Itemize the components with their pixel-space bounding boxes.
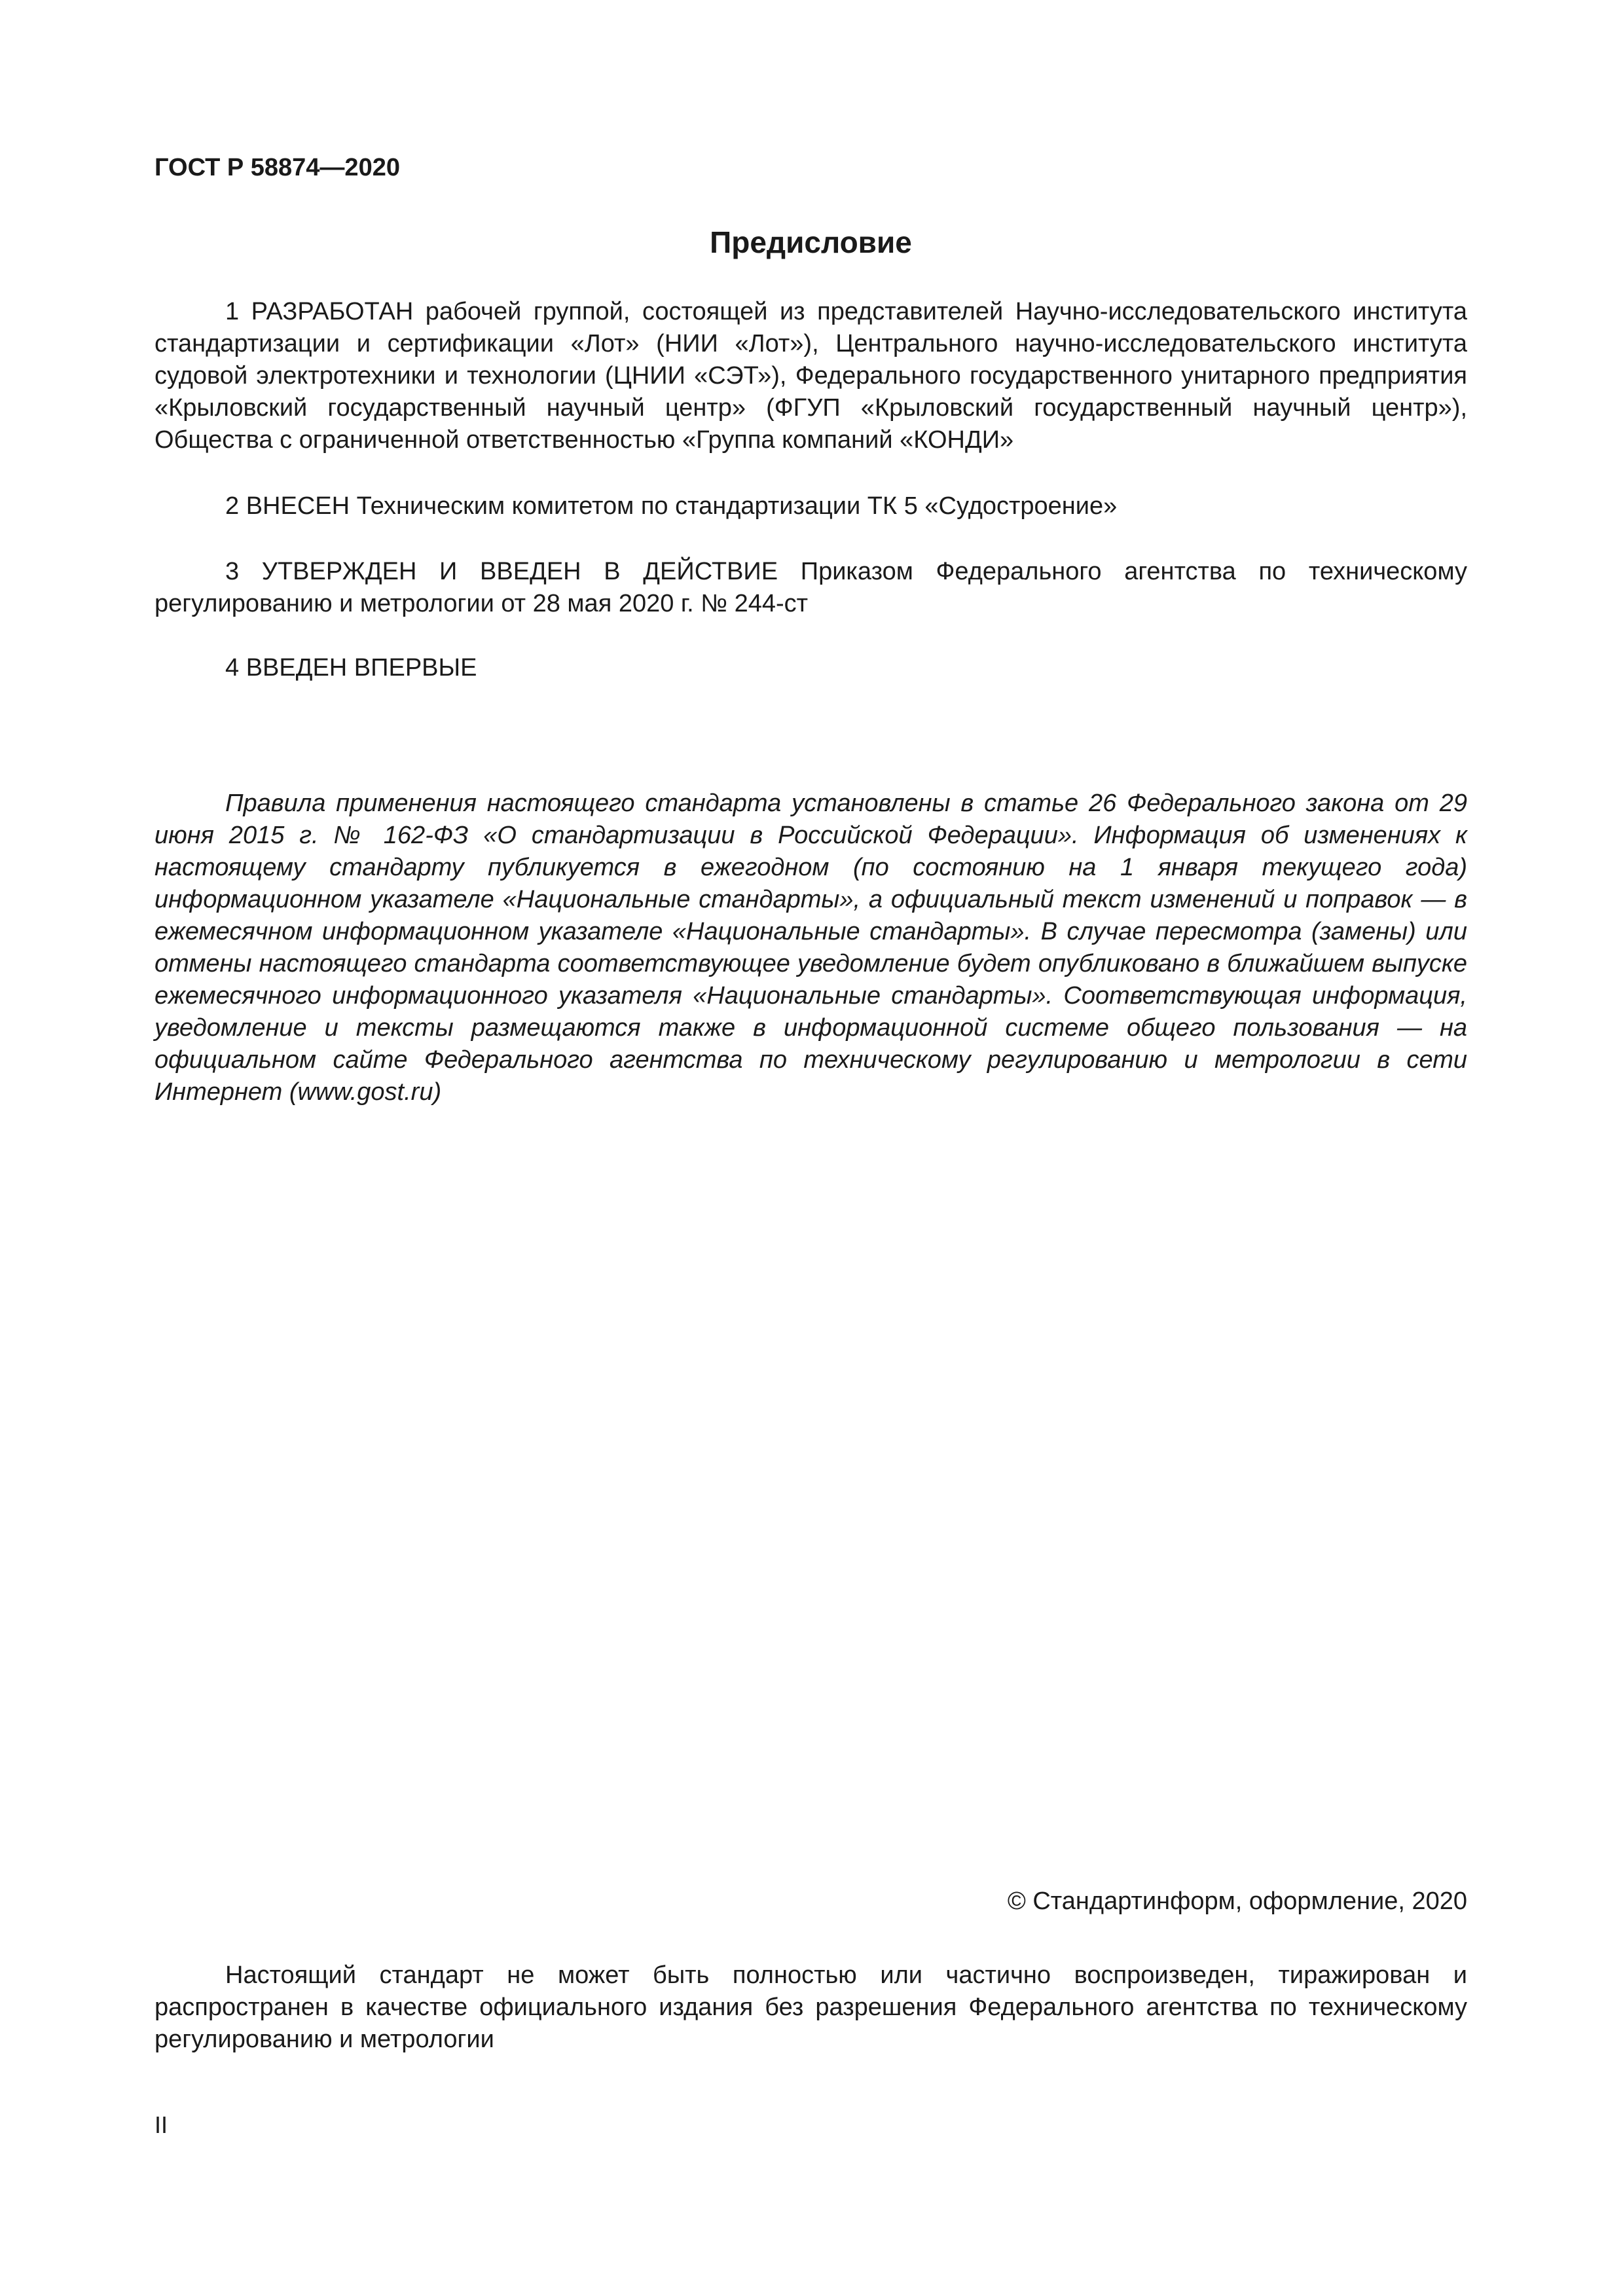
- page-number: II: [155, 2111, 168, 2138]
- foreword-item-1: 1 РАЗРАБОТАН рабочей группой, состоящей из представителей Научно-исследовательского института стандартизации и сертификации «Лот» (НИИ «Лот»), Центрального научно-исследовательского института судовой электротехники и технологии (ЦНИИ «СЭТ»), Федерального государственного унитарного предприятия «Крыловский государственный научный центр» (ФГУП «Крыловский государственный научный центр»), Общества с ограниченной ответственностью «Группа компаний «КОНДИ»: [155, 298, 1467, 454]
- reproduction-notice: Настоящий стандарт не может быть полностью или частично воспроизведен, тиражирован и распространен в качестве официального издания без разрешения Федерального агентства по техническому регулированию и метрологии: [155, 1961, 1467, 2053]
- foreword-item-2: 2 ВНЕСЕН Техническим комитетом по стандартизации ТК 5 «Судостроение»: [225, 492, 1118, 520]
- foreword-item-4: 4 ВВЕДЕН ВПЕРВЫЕ: [225, 654, 477, 682]
- copyright-notice: © Стандартинформ, оформление, 2020: [1007, 1887, 1467, 1915]
- document-code: ГОСТ Р 58874—2020: [155, 154, 400, 181]
- application-rules-notice: Правила применения настоящего стандарта установлены в статье 26 Федерального закона от 29 июня 2015 г. № 162-ФЗ «О стандартизации в Российской Федерации». Информация об изменениях к настоящему стандарту публикуется в ежегодном (по состоянию на 1 января текущего года) информационном указателе «Национальные стандарты», а официальный текст изменений и поправок — в ежемесячном информационном указателе «Национальные стандарты». В случае пересмотра (замены) или отмены настоящего стандарта соответствующее уведомление будет опубликовано в ближайшем выпуске ежемесячного информационного указателя «Национальные стандарты». Соответствующая информация, уведомление и тексты размещаются также в информационной системе общего пользования — на официальном сайте Федерального агентства по техническому регулированию и метрологии в сети Интернет (www.gost.ru): [155, 790, 1467, 1106]
- foreword-item-3: 3 УТВЕРЖДЕН И ВВЕДЕН В ДЕЙСТВИЕ Приказом Федерального агентства по техническому регулированию и метрологии от 28 мая 2020 г. № 244-ст: [155, 558, 1467, 617]
- page-title: Предисловие: [710, 225, 912, 259]
